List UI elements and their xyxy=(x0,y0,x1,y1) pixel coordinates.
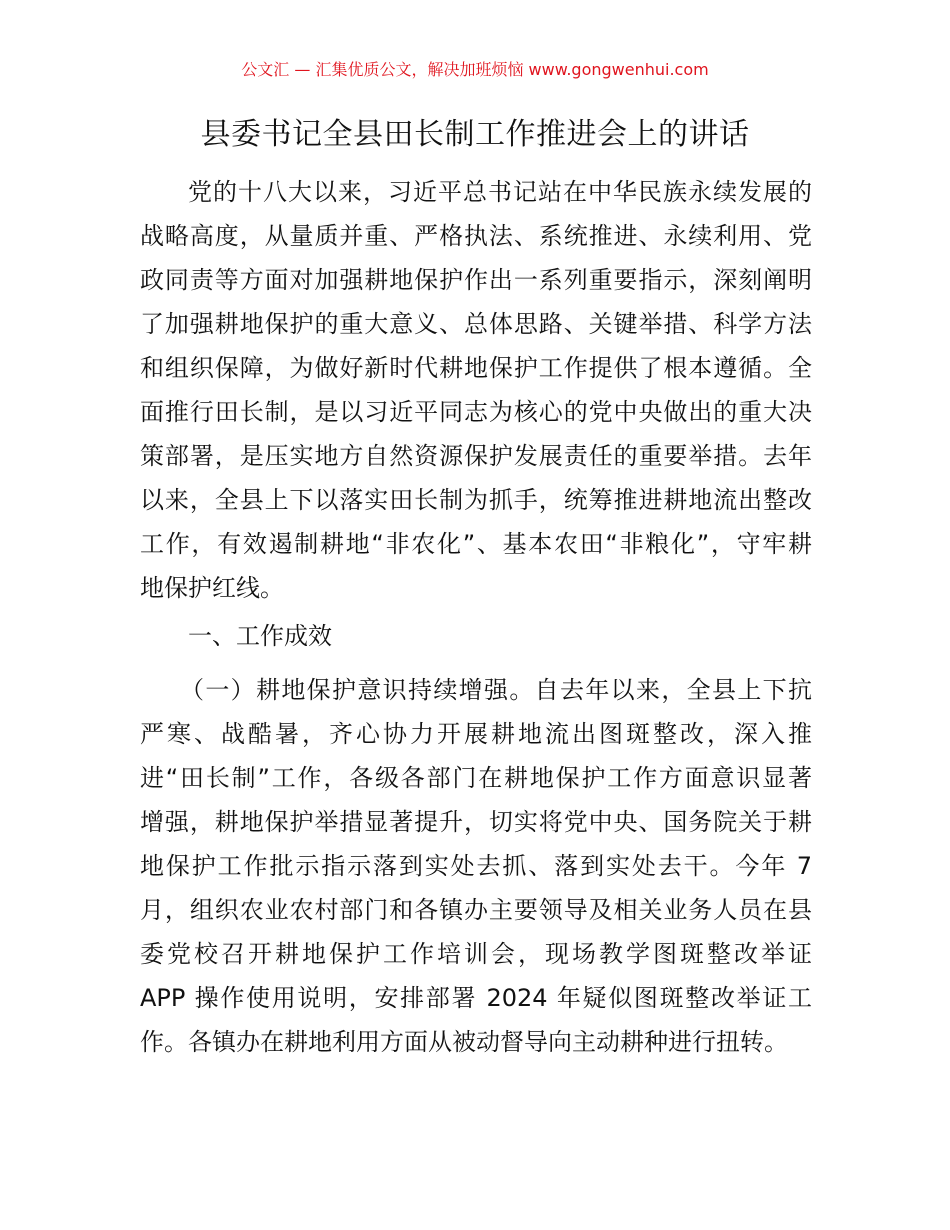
paragraph-line: APP 操作使用说明，安排部署 2024 年疑似图斑整改举证工 xyxy=(140,984,812,1012)
section-heading: 一、工作成效 xyxy=(188,622,332,650)
paragraph-line: 地保护红线。 xyxy=(140,574,284,602)
paragraph-line: 策部署，是压实地方自然资源保护发展责任的重要举措。去年 xyxy=(140,442,812,470)
paragraph-line: 政同责等方面对加强耕地保护作出一系列重要指示，深刻阐明 xyxy=(140,266,812,294)
subsection-paragraph xyxy=(140,668,812,1064)
paragraph-line: （一）耕地保护意识持续增强。自去年以来，全县上下抗 xyxy=(180,676,812,704)
intro-paragraph xyxy=(140,170,812,610)
paragraph-line: 委党校召开耕地保护工作培训会，现场教学图斑整改举证 xyxy=(140,940,812,968)
paragraph-line: 严寒、战酷暑，齐心协力开展耕地流出图斑整改，深入推 xyxy=(140,720,812,748)
header-banner: 公文汇 — 汇集优质公文，解决加班烦恼 www.gongwenhui.com xyxy=(241,60,709,79)
paragraph-line: 和组织保障，为做好新时代耕地保护工作提供了根本遵循。全 xyxy=(140,354,812,382)
paragraph-line: 地保护工作批示指示落到实处去抓、落到实处去干。今年 7 xyxy=(140,852,812,880)
paragraph-line: 以来，全县上下以落实田长制为抓手，统筹推进耕地流出整改 xyxy=(140,486,812,514)
paragraph-line: 了加强耕地保护的重大意义、总体思路、关键举措、科学方法 xyxy=(140,310,812,338)
paragraph-line: 工作，有效遏制耕地“非农化”、基本农田“非粮化”，守牢耕 xyxy=(140,530,812,558)
paragraph-line: 作。各镇办在耕地利用方面从被动督导向主动耕种进行扭转。 xyxy=(140,1028,788,1056)
paragraph-line: 增强，耕地保护举措显著提升，切实将党中央、国务院关于耕 xyxy=(140,808,812,836)
paragraph-line: 进“田长制”工作，各级各部门在耕地保护工作方面意识显著 xyxy=(140,764,812,792)
paragraph-line: 战略高度，从量质并重、严格执法、系统推进、永续利用、党 xyxy=(140,222,812,250)
paragraph-line: 党的十八大以来，习近平总书记站在中华民族永续发展的 xyxy=(188,178,812,206)
paragraph-line: 面推行田长制，是以习近平同志为核心的党中央做出的重大决 xyxy=(140,398,812,426)
document-title: 县委书记全县田长制工作推进会上的讲话 xyxy=(200,117,750,152)
paragraph-line: 月，组织农业农村部门和各镇办主要领导及相关业务人员在县 xyxy=(140,896,812,924)
